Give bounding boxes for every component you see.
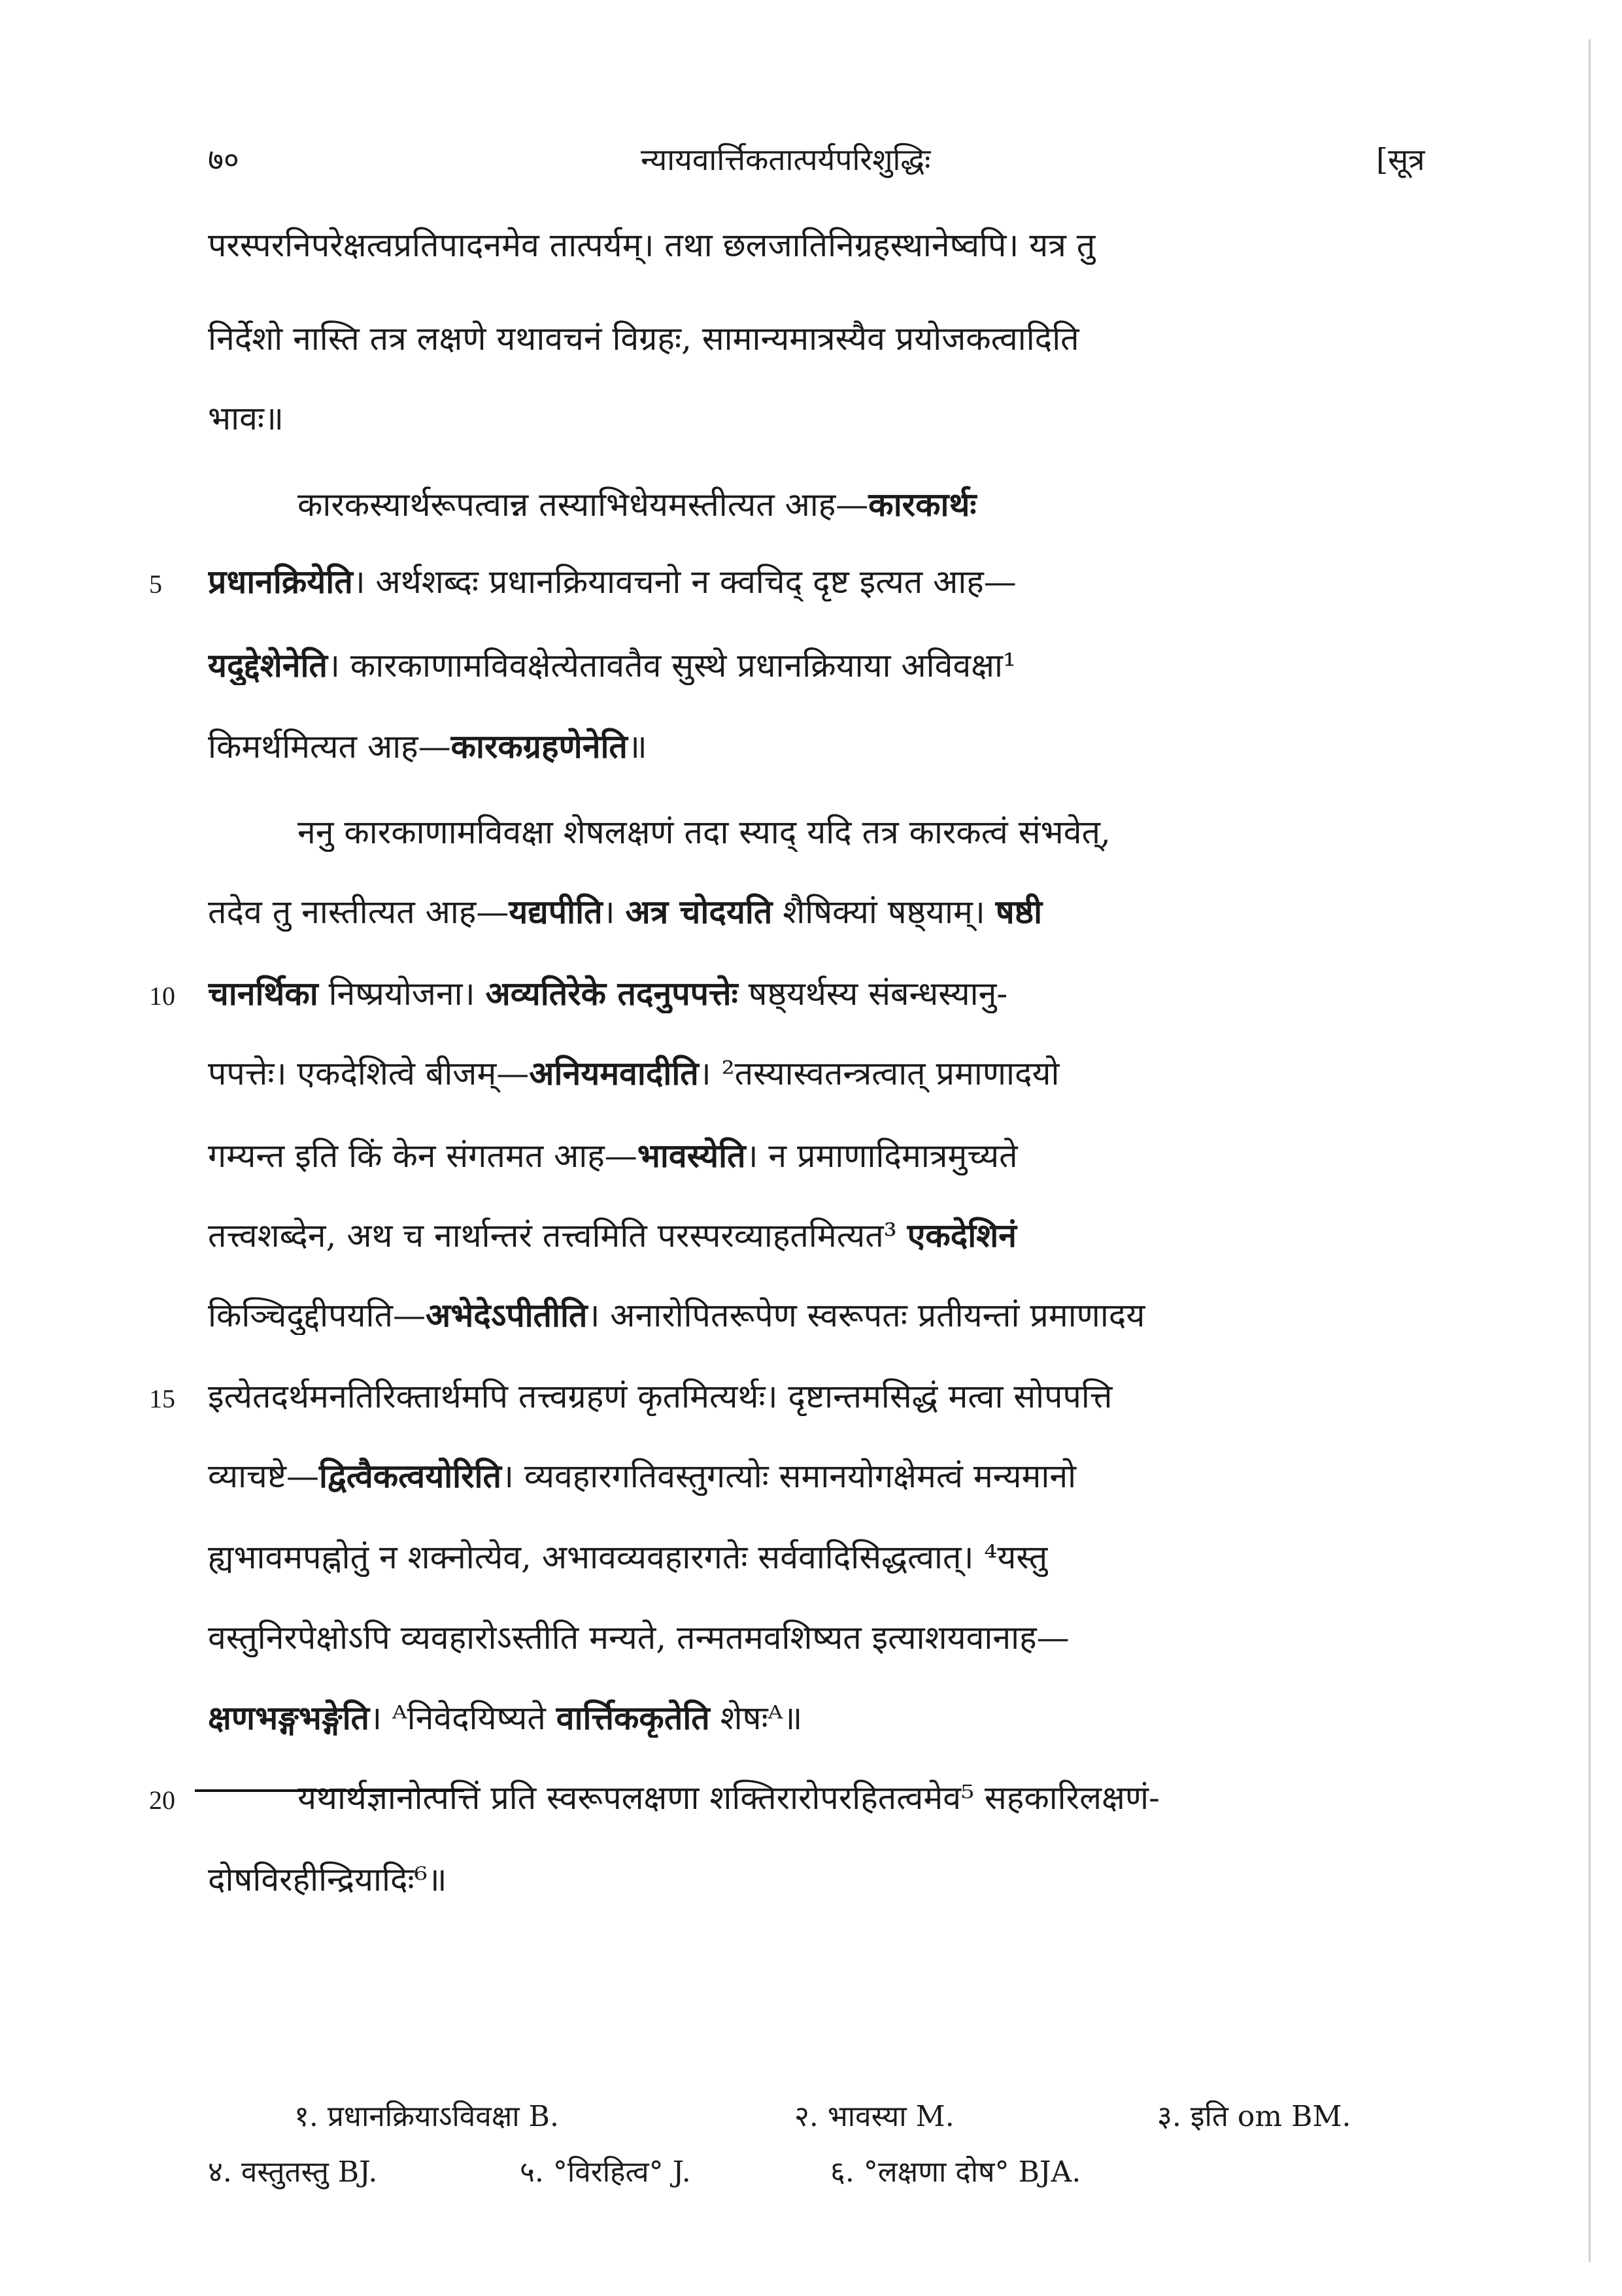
text-line: गम्यन्त इति किं केन संगतमत आह—भावस्येति। न प्रमाणादिमात्रमुच्यते bbox=[208, 1136, 1018, 1175]
text-line: प्रधानक्रियेति। अर्थशब्दः प्रधानक्रियावचनो न क्वचिद् दृष्ट इत्यत आह— bbox=[208, 562, 1017, 601]
lemma: चानर्थिका bbox=[208, 974, 318, 1013]
lemma: अभेदेऽपीतीति bbox=[425, 1296, 588, 1334]
text-line: भावः॥ bbox=[208, 399, 284, 437]
text-line: यथार्थज्ञानोत्पत्तिं प्रति स्वरूपलक्षणा शक्तिरारोपरहितत्वमेव⁵ सहकारिलक्षणं- bbox=[297, 1779, 1160, 1817]
footnote: ५. °विरहित्व° J. bbox=[520, 2155, 691, 2189]
scan-margin-edge bbox=[1589, 39, 1591, 2262]
text-line: कारकस्यार्थरूपत्वान्न तस्याभिधेयमस्तीत्यत आह—कारकार्थः bbox=[297, 485, 977, 524]
text-line: इत्येतदर्थमनतिरिक्तार्थमपि तत्त्वग्रहणं कृतमित्यर्थः। दृष्टान्तमसिद्धं मत्वा सोपपत्ति bbox=[208, 1377, 1113, 1415]
lemma: कारकग्रहणेनेति bbox=[450, 727, 628, 766]
lemma: अनियमवादीति bbox=[529, 1054, 699, 1092]
lemma: भावस्येति bbox=[637, 1136, 746, 1175]
text-line: चानर्थिका निष्प्रयोजना। अव्यतिरेके तदनुपपत्तेः षष्ठ्यर्थस्य संबन्धस्यानु- bbox=[208, 974, 1008, 1013]
lemma: यदुद्देशेनेति bbox=[208, 646, 328, 684]
text-line: वस्तुनिरपेक्षोऽपि व्यवहारोऽस्तीति मन्यते, तन्मतमवशिष्यत इत्याशयवानाह— bbox=[208, 1619, 1070, 1657]
text-line: पपत्तेः। एकदेशित्वे बीजम्—अनियमवादीति। ²तस्यास्वतन्त्रत्वात् प्रमाणादयो bbox=[208, 1054, 1060, 1092]
text-line: यदुद्देशेनेति। कारकाणामविवक्षेत्येतावतैव सुस्थे प्रधानक्रियाया अविवक्षा¹ bbox=[208, 646, 1017, 684]
footnote-rule bbox=[195, 1789, 464, 1792]
lemma: कारकार्थः bbox=[868, 485, 977, 524]
text-line: तदेव तु नास्तीत्यत आह—यद्यपीति। अत्र चोदयति शैषिक्यां षष्ठ्याम्। षष्ठी bbox=[208, 892, 1043, 931]
text-line: तत्त्वशब्देन, अथ च नार्थान्तरं तत्त्वमिति परस्परव्याहतमित्यत³ एकदेशिनं bbox=[208, 1216, 1017, 1255]
footnote: १. प्रधानक्रियाऽविवक्षा B. bbox=[294, 2100, 559, 2133]
text-line: व्याचष्टे—द्वित्वैकत्वयोरिति। व्यवहारगतिवस्तुगत्योः समानयोगक्षेमत्वं मन्यमानो bbox=[208, 1457, 1077, 1495]
line-number: 15 bbox=[149, 1384, 175, 1413]
lemma: एकदेशिनं bbox=[907, 1216, 1017, 1255]
text-line: किञ्चिदुद्दीपयति—अभेदेऽपीतीति। अनारोपितरूपेण स्वरूपतः प्रतीयन्तां प्रमाणादय bbox=[208, 1296, 1145, 1334]
footnote: ३. इति om BM. bbox=[1157, 2100, 1351, 2133]
line-number: 10 bbox=[149, 981, 175, 1011]
footnote: २. भावस्या M. bbox=[794, 2100, 955, 2133]
text-line: क्षणभङ्गभङ्गेति। ᴬनिवेदयिष्यते वार्त्तिककृतेति शेषःᴬ॥ bbox=[208, 1698, 803, 1737]
lemma: अत्र चोदयति bbox=[625, 892, 773, 931]
lemma: यद्यपीति bbox=[509, 892, 603, 931]
lemma: द्वित्वैकत्वयोरिति bbox=[319, 1457, 501, 1495]
page-number: ७० bbox=[208, 142, 239, 177]
text-line: परस्परनिपरेक्षत्वप्रतिपादनमेव तात्पर्यम्। तथा छलजातिनिग्रहस्थानेष्वपि। यत्र तु bbox=[208, 226, 1096, 264]
lemma: क्षणभङ्गभङ्गेति bbox=[208, 1698, 370, 1737]
line-number: 5 bbox=[149, 569, 162, 599]
lemma: प्रधानक्रियेति bbox=[208, 562, 353, 601]
line-number: 20 bbox=[149, 1785, 175, 1815]
text-line: दोषविरहीन्द्रियादिः⁶॥ bbox=[208, 1861, 447, 1899]
footnote: ६. °लक्षणा दोष° BJA. bbox=[830, 2155, 1081, 2189]
lemma: अव्यतिरेके तदनुपपत्तेः bbox=[485, 974, 738, 1013]
lemma: षष्ठी bbox=[995, 892, 1043, 931]
text-line: किमर्थमित्यत आह—कारकग्रहणेनेति॥ bbox=[208, 727, 647, 766]
section-marker: [सूत्र bbox=[1376, 142, 1425, 177]
text-line: ननु कारकाणामविवक्षा शेषलक्षणं तदा स्याद् यदि तत्र कारकत्वं संभवेत्, bbox=[297, 813, 1111, 851]
text-line: निर्देशो नास्ति तत्र लक्षणे यथावचनं विग्रहः, सामान्यमात्रस्यैव प्रयोजकत्वादिति bbox=[208, 320, 1079, 358]
lemma: वार्त्तिककृतेति bbox=[556, 1698, 710, 1737]
footnote: ४. वस्तुतस्तु BJ. bbox=[208, 2155, 378, 2189]
text-line: ह्यभावमपह्नोतुं न शक्नोत्येव, अभावव्यवहारगतेः सर्ववादिसिद्धत्वात्। ⁴यस्तु bbox=[208, 1538, 1048, 1576]
running-title: न्यायवार्त्तिकतात्पर्यपरिशुद्धिः bbox=[641, 142, 931, 177]
